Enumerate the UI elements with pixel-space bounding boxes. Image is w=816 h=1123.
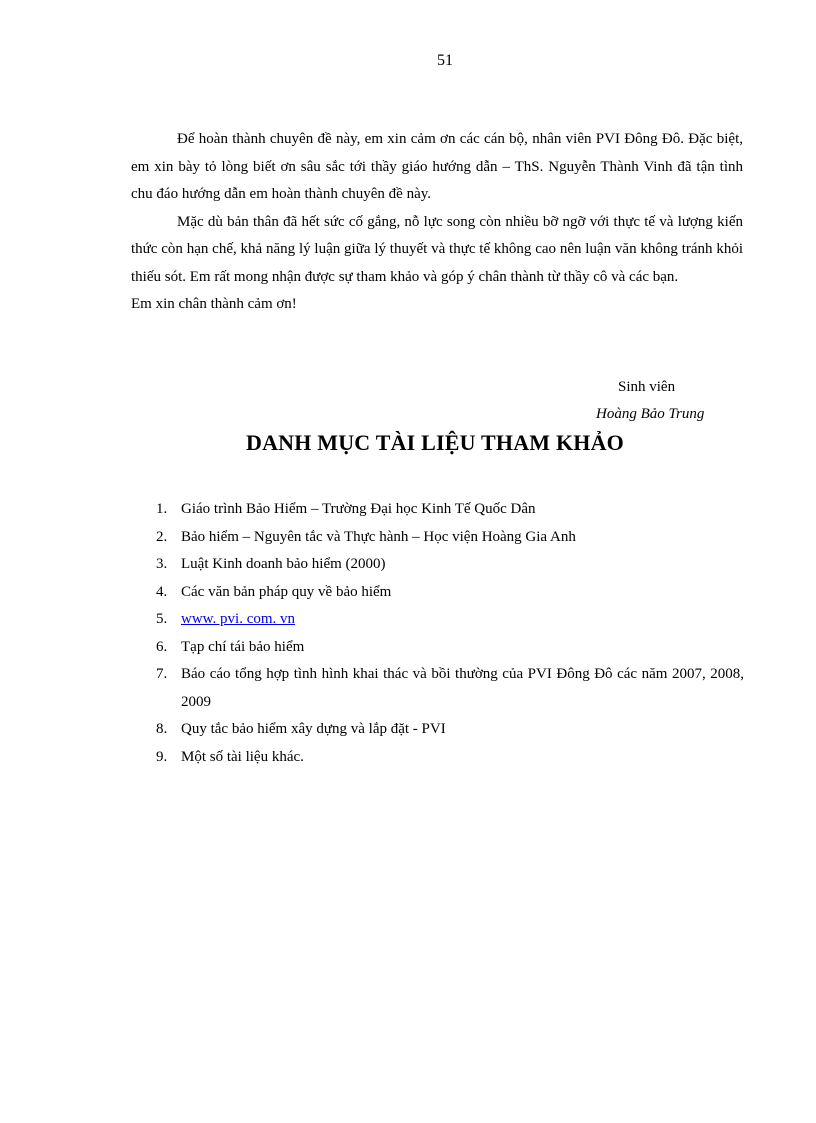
reference-item — [156, 661, 744, 716]
reference-number: 7. — [156, 666, 168, 682]
reference-item — [156, 716, 744, 744]
reference-number: 4. — [156, 583, 168, 600]
reference-text: Giáo trình Bảo Hiểm – Trường Đại học Kinh Tế Quốc Dân — [181, 501, 536, 517]
reference-number: 1. — [156, 501, 168, 517]
references-list — [156, 496, 744, 771]
reference-item — [156, 744, 744, 772]
reference-text: Luật Kinh doanh bảo hiểm (2000) — [181, 556, 386, 572]
reference-item — [156, 606, 744, 634]
reference-text: Báo cáo tổng hợp tình hình khai thác và bồi thường của PVI Đông Đô các năm 2007, 2008, 2009 — [181, 666, 744, 710]
signature-name: Hoàng Bảo Trung — [596, 406, 705, 422]
reference-item — [156, 524, 744, 552]
reference-item — [156, 496, 744, 524]
reference-item — [156, 551, 744, 579]
reference-text: Tạp chí tái bảo hiểm — [181, 638, 305, 655]
reference-number: 9. — [156, 748, 168, 765]
reference-text — [181, 606, 744, 634]
references-title: DANH MỤC TÀI LIỆU THAM KHẢO — [245, 430, 624, 455]
acknowledgement-paragraph-1: Để hoàn thành chuyên đề này, em xin cảm ơn các cán bộ, nhân viên PVI Đông Đô. Đặc biệt, em xin bày tỏ lòng biết ơn sâu sắc tới thầy giáo hướng dẫn – ThS. Nguyễn Thành Vinh đã tận tình chu đáo hướng dẫn em hoàn thành chuyên đề này. — [131, 131, 743, 202]
reference-number: 6. — [156, 638, 168, 655]
reference-item — [156, 579, 744, 607]
acknowledgement-section — [131, 126, 743, 319]
signature-block — [596, 374, 704, 428]
reference-text: Một số tài liệu khác. — [181, 748, 304, 765]
reference-number: 8. — [156, 721, 168, 737]
reference-text: Quy tắc bảo hiểm xây dựng và lắp đặt - PVI — [181, 721, 446, 737]
acknowledgement-paragraph-2: Mặc dù bản thân đã hết sức cố gắng, nỗ lực song còn nhiều bỡ ngỡ với thực tế và lượng kiến thức còn hạn chế, khả năng lý luận giữa lý thuyết và thực tế không cao nên luận văn không tránh khỏi thiếu sót. Em rất mong nhận được sự tham khảo và góp ý chân thành từ thầy cô và các bạn. — [131, 213, 743, 285]
reference-text: Bảo hiểm – Nguyên tắc và Thực hành – Học viện Hoàng Gia Anh — [181, 528, 576, 545]
reference-number: 5. — [156, 611, 168, 627]
reference-number: 2. — [156, 528, 168, 545]
acknowledgement-closing: Em xin chân thành cảm ơn! — [131, 296, 297, 312]
signature-role: Sinh viên — [618, 379, 676, 395]
reference-link-pvi[interactable]: www. pvi. com. vn — [181, 611, 296, 627]
reference-number: 3. — [156, 556, 168, 572]
reference-item — [156, 634, 744, 662]
page-number: 51 — [437, 52, 453, 69]
reference-text: Các văn bản pháp quy về bảo hiểm — [181, 583, 392, 600]
